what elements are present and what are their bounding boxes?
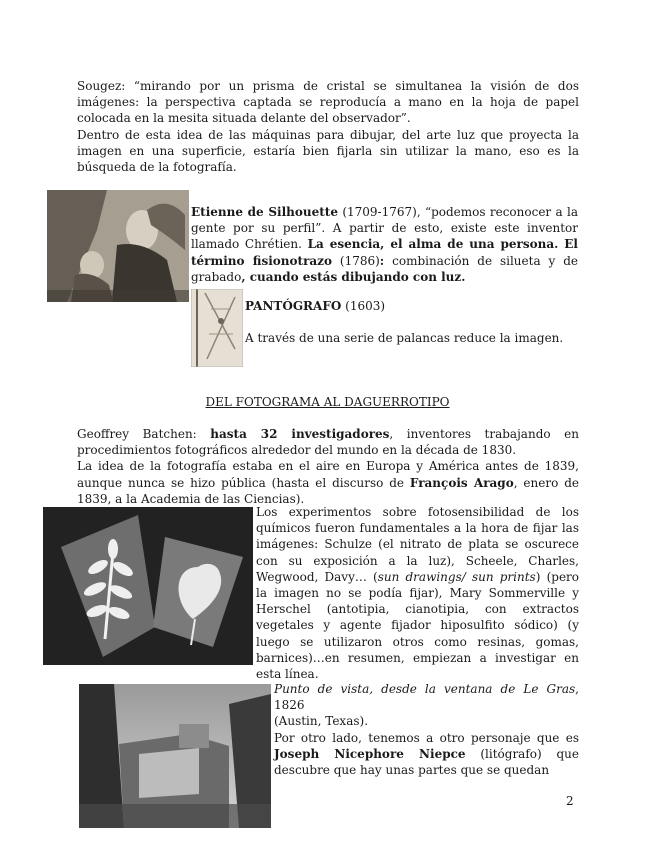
page-number: 2 — [566, 794, 574, 808]
essence-text: La esencia, el alma de una persona. El término fisionotrazo — [191, 237, 578, 268]
experiments-paragraph — [256, 504, 579, 682]
silhouette-tail: cuando estás dibujando con luz. — [249, 269, 466, 284]
fisionotrazo-year: (1786) — [331, 253, 380, 268]
niepce-paragraph — [274, 681, 579, 778]
sougez-quote: Sougez: “mirando por un prisma de cristal se simultanea la visión de dos imágenes: la perspectiva captada se reproducía a mano en la hoja de papel colocada en la mesita situada delante del observador”. — [77, 79, 579, 126]
intro-paragraph — [77, 78, 579, 175]
experiments-text-1: Los experimentos sobre fotosensibilidad de los químicos fueron fundamentales a la hora de fijar las imágenes: Schulze (el nitrato de plata se oscurece con su exposición a la luz), Scheele, Charles, Wegwood, Davy… ( — [256, 505, 579, 584]
batchen-text-1: Geoffrey Batchen: — [77, 427, 211, 441]
experiments-text-2: ) (pero la imagen no se podía fijar), Mary Sommerville y Herschel (antotipia, cianotipia, con extractos vegetales y agente fijador hiposulfito sódico) (y luego se utilizaron otros como resinas, gomas, barnices)…en resumen, empiezan a investigar en esta línea. — [256, 569, 580, 682]
pantograph-description: A través de una serie de palancas reduce la imagen. — [245, 331, 564, 345]
silhouette-paragraph — [191, 204, 578, 285]
silhouette-text-4: combinación de silueta y de grabado — [191, 253, 578, 284]
investigators-count: hasta 32 investigadores — [210, 427, 390, 441]
pantograph-title-line — [245, 298, 575, 314]
intro-continuation: Dentro de esta idea de las máquinas para dibujar, del arte luz que proyecta la imagen en una superficie, estaría bien fijarla sin utilizar la mano, eso es la búsqueda de la fotografía. — [77, 127, 579, 175]
niepce-name: Joseph Nicephore Niepce — [274, 746, 466, 761]
leaf-photogram-image — [43, 507, 253, 665]
pantograph-title: PANTÓGRAFO — [245, 299, 342, 313]
niepce-text-2: (litógrafo) que descubre que hay unas partes que se quedan — [274, 746, 579, 778]
niepce-text-1: Por otro lado, tenemos a otro personaje que es — [274, 730, 579, 745]
section-heading: DEL FOTOGRAMA AL DAGUERROTIPO — [205, 395, 450, 409]
silhouette-colon: : — [379, 253, 385, 268]
pantograph-image — [191, 289, 243, 367]
niepce-photo-location: (Austin, Texas). — [274, 714, 369, 729]
niepce-photo-year: , 1826 — [274, 682, 579, 713]
sun-drawings-text: sun drawings/ sun prints — [377, 569, 536, 584]
silhouette-engraving-image — [47, 190, 189, 302]
silhouette-text-1: (1709-1767), “podemos reconocer a la gente por su perfil”. A partir de esto, existe este inventor llamado Chrétien — [191, 205, 578, 252]
pantograph-year: (1603) — [341, 299, 386, 313]
silhouette-text-2: . — [298, 237, 308, 252]
niepce-photo-title: Punto de vista, desde la ventana de Le Gras — [274, 682, 576, 696]
arago-text-2: , enero de 1839, a la Academia de las Ciencias). — [77, 475, 579, 506]
batchen-text-2: , inventores trabajando en procedimientos fotográficos alrededor del mundo en la década de 1830. — [77, 427, 579, 458]
silhouette-name: Etienne de Silhouette — [191, 205, 338, 219]
silhouette-comma: , — [241, 269, 250, 284]
batchen-arago-paragraph — [77, 426, 579, 507]
arago-name: François Arago — [409, 475, 514, 490]
niepce-photograph-image — [79, 684, 271, 828]
arago-text-1: La idea de la fotografía estaba en el aire en Europa y América antes de 1839, aunque nunca se hizo pública (hasta el discurso de — [77, 459, 579, 490]
